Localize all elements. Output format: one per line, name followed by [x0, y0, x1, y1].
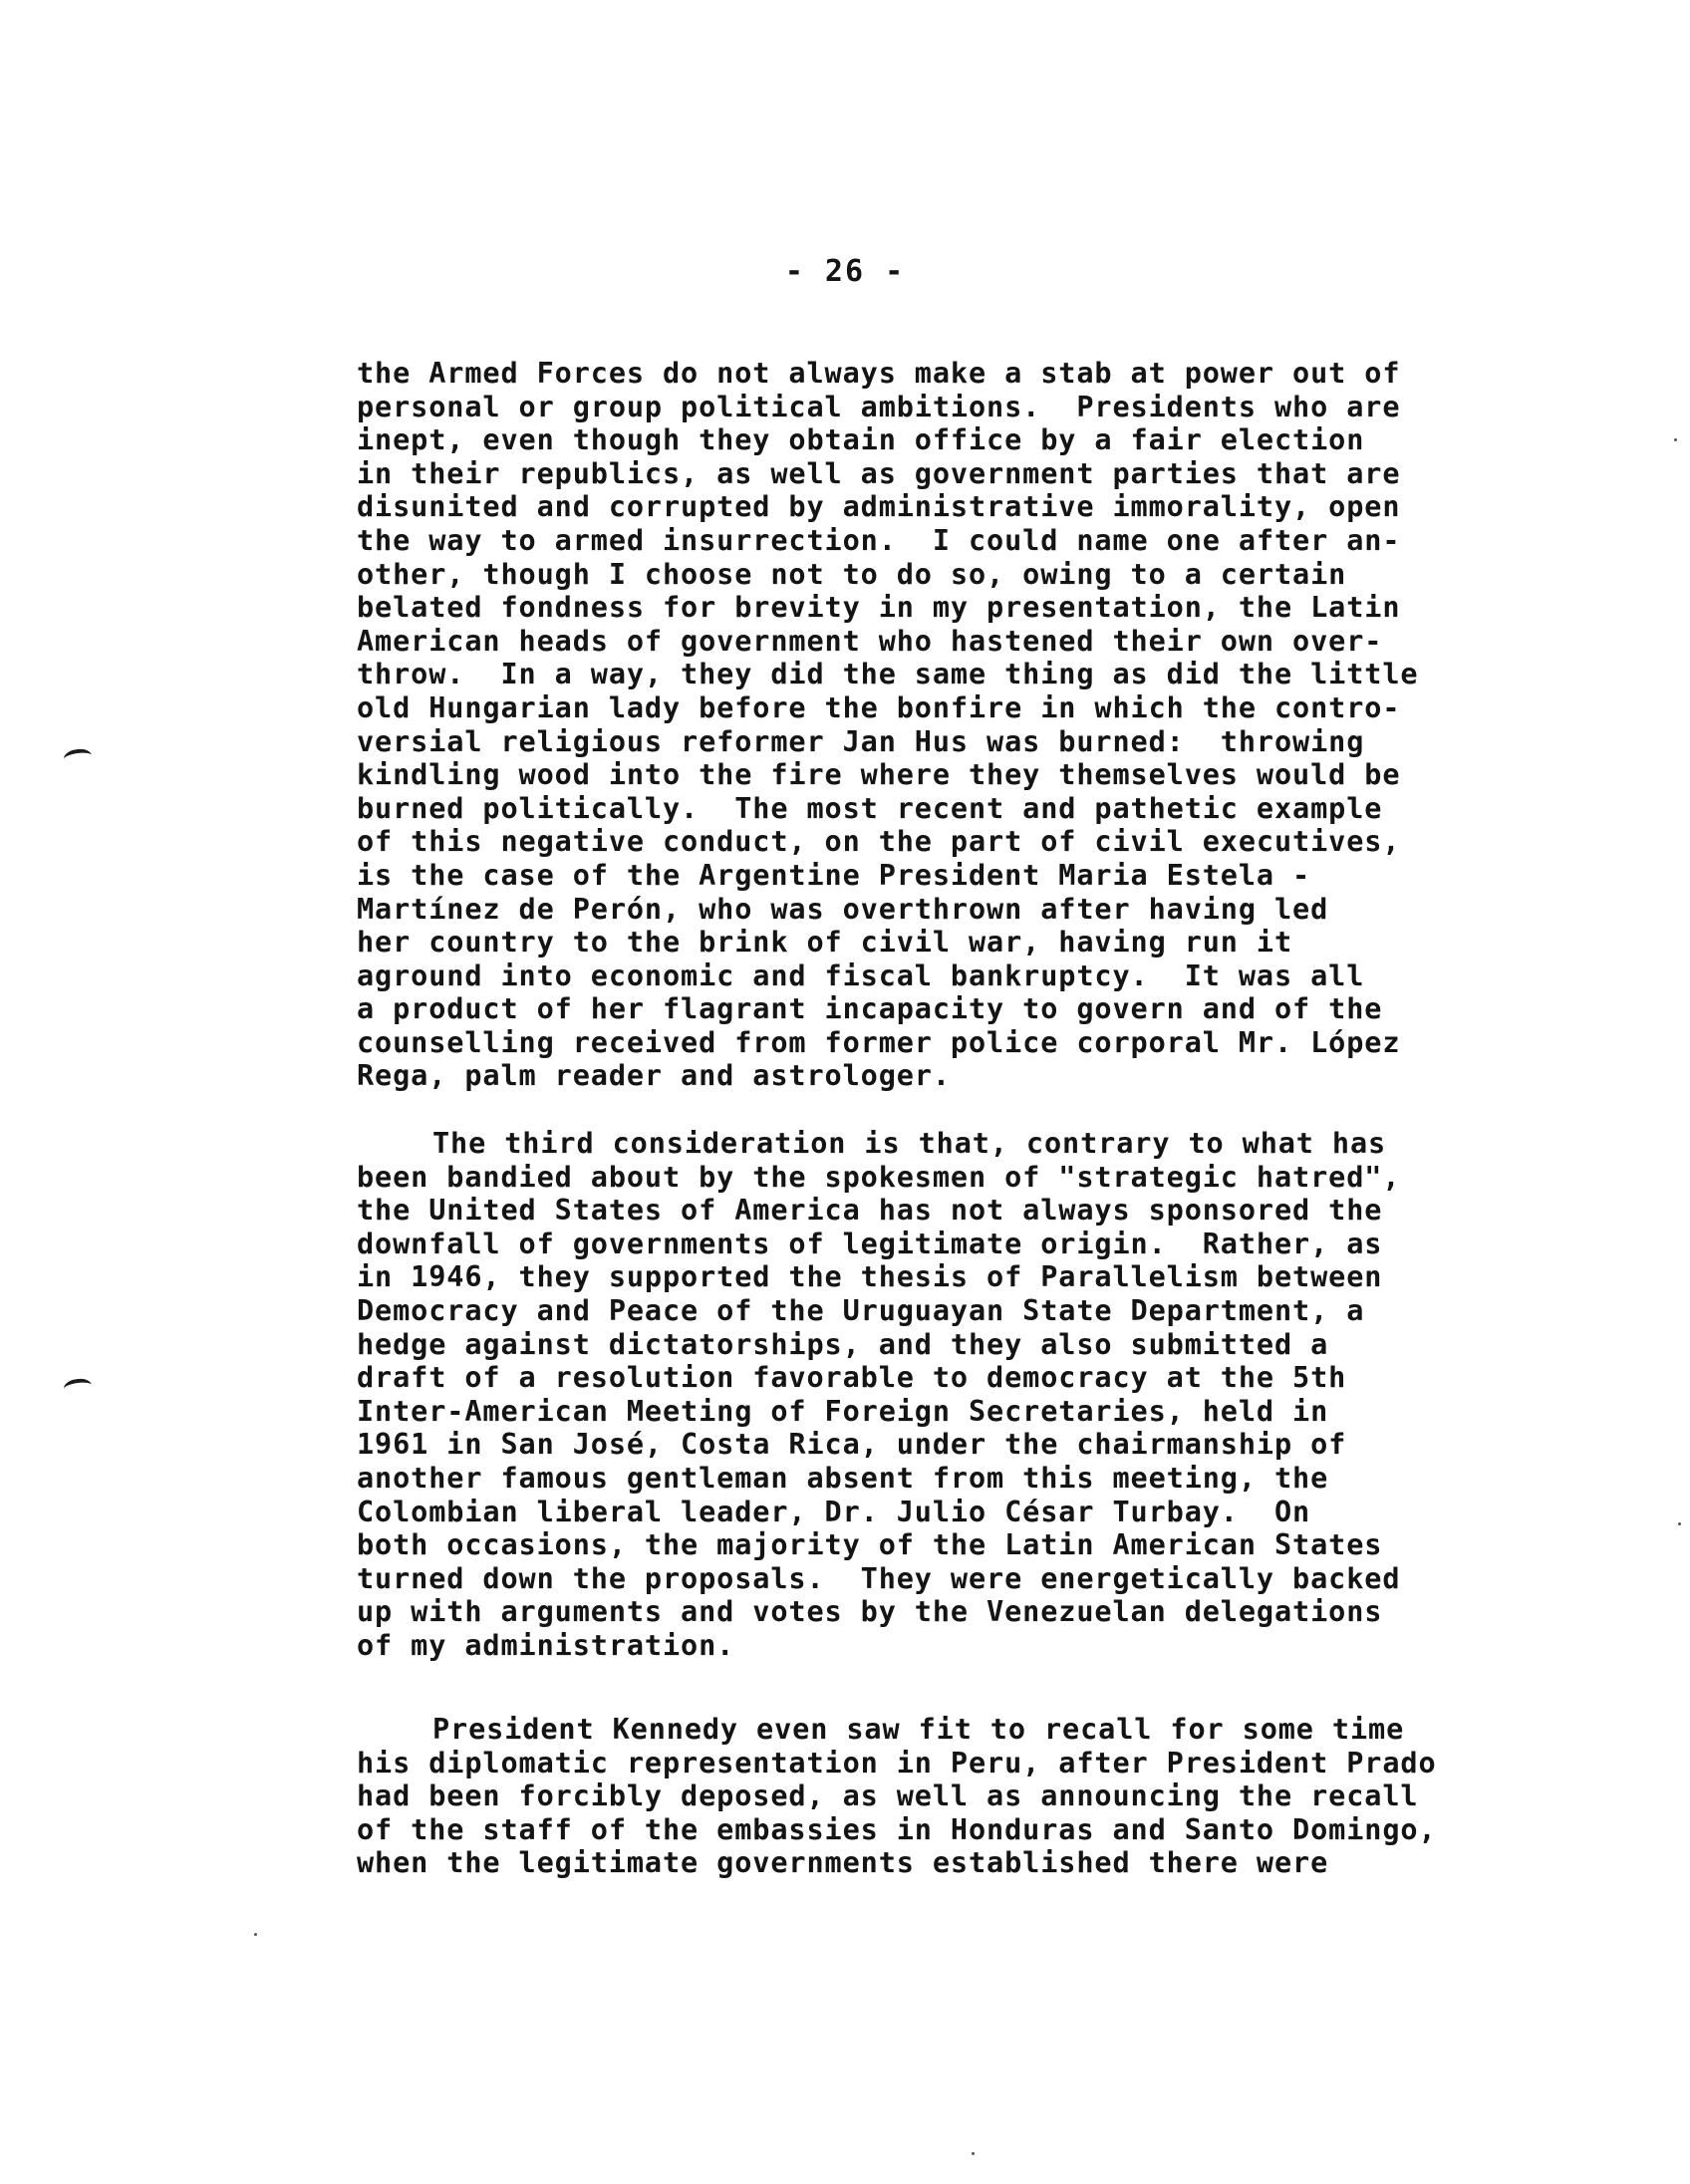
text-line: old Hungarian lady before the bonfire in which the contro-	[357, 690, 1401, 724]
text-line: The third consideration is that, contrary to what has	[432, 1127, 1387, 1160]
scan-margin-mark	[63, 747, 93, 767]
text-line: draft of a resolution favorable to democracy at the 5th	[357, 1361, 1347, 1395]
text-line: a product of her flagrant incapacity to govern and of the	[357, 992, 1383, 1026]
text-line: in their republics, as well as government parties that are	[357, 456, 1401, 490]
text-line: the United States of America has not always sponsored the	[357, 1194, 1383, 1228]
text-line: hedge against dictatorships, and they also submitted a	[357, 1327, 1329, 1361]
scan-margin-mark	[63, 1377, 93, 1397]
text-line: inept, even though they obtain office by a fair election	[357, 423, 1365, 457]
text-line: his diplomatic representation in Peru, after President Prado	[357, 1746, 1437, 1779]
text-line: other, though I choose not to do so, owing to a certain	[357, 557, 1347, 591]
scan-speck	[972, 2152, 975, 2155]
text-line: Democracy and Peace of the Uruguayan State Department, a	[357, 1293, 1365, 1327]
text-line: Inter-American Meeting of Foreign Secretaries, held in	[357, 1394, 1329, 1428]
text-line: when the legitimate governments established there were	[357, 1846, 1329, 1880]
text-line: Rega, palm reader and astrologer.	[357, 1059, 951, 1093]
text-line: turned down the proposals. They were energetically backed	[357, 1561, 1401, 1595]
text-line: up with arguments and votes by the Venezuelan delegations	[357, 1595, 1383, 1629]
text-line: the Armed Forces do not always make a stab at power out of	[357, 357, 1401, 390]
text-line: burned politically. The most recent and pathetic example	[357, 791, 1383, 825]
text-line: belated fondness for brevity in my presentation, the Latin	[357, 591, 1401, 625]
paragraph-3	[357, 1713, 1552, 1880]
paragraph-1	[357, 357, 1552, 1093]
text-line: another famous gentleman absent from this meeting, the	[357, 1461, 1329, 1495]
text-line: throw. In a way, they did the same thing as did the little	[357, 658, 1419, 691]
text-line: disunited and corrupted by administrative immorality, open	[357, 490, 1401, 524]
text-line: is the case of the Argentine President Maria Estela -	[357, 858, 1311, 892]
text-line: kindling wood into the fire where they themselves would be	[357, 758, 1401, 792]
text-line: of my administration.	[357, 1628, 735, 1662]
scan-speck	[254, 1933, 257, 1936]
scan-speck	[1674, 438, 1677, 441]
text-line: been bandied about by the spokesmen of "strategic hatred",	[357, 1160, 1401, 1194]
text-line: American heads of government who hastened their own over-	[357, 624, 1383, 658]
text-line: her country to the brink of civil war, having run it	[357, 926, 1293, 959]
text-line: Martínez de Perón, who was overthrown after having led	[357, 892, 1329, 926]
text-line: versial religious reformer Jan Hus was burned: throwing	[357, 724, 1365, 758]
text-line: downfall of governments of legitimate origin. Rather, as	[357, 1227, 1383, 1260]
text-line: personal or group political ambitions. Presidents who are	[357, 390, 1401, 423]
text-line: the way to armed insurrection. I could name one after an-	[357, 523, 1401, 557]
page-number: - 26 -	[784, 254, 906, 289]
paragraph-2	[357, 1127, 1552, 1663]
text-line: both occasions, the majority of the Latin American States	[357, 1528, 1383, 1562]
text-line: in 1946, they supported the thesis of Parallelism between	[357, 1260, 1383, 1294]
scan-speck	[1678, 1522, 1681, 1525]
text-line: counselling received from former police corporal Mr. López	[357, 1025, 1401, 1059]
text-line: President Kennedy even saw fit to recall for some time	[432, 1713, 1405, 1746]
text-line: of this negative conduct, on the part of civil executives,	[357, 825, 1401, 859]
text-line: aground into economic and fiscal bankruptcy. It was all	[357, 958, 1365, 992]
text-line: had been forcibly deposed, as well as announcing the recall	[357, 1779, 1419, 1813]
text-line: of the staff of the embassies in Honduras and Santo Domingo,	[357, 1812, 1437, 1846]
text-line: Colombian liberal leader, Dr. Julio César Turbay. On	[357, 1495, 1311, 1528]
text-line: 1961 in San José, Costa Rica, under the chairmanship of	[357, 1428, 1347, 1462]
